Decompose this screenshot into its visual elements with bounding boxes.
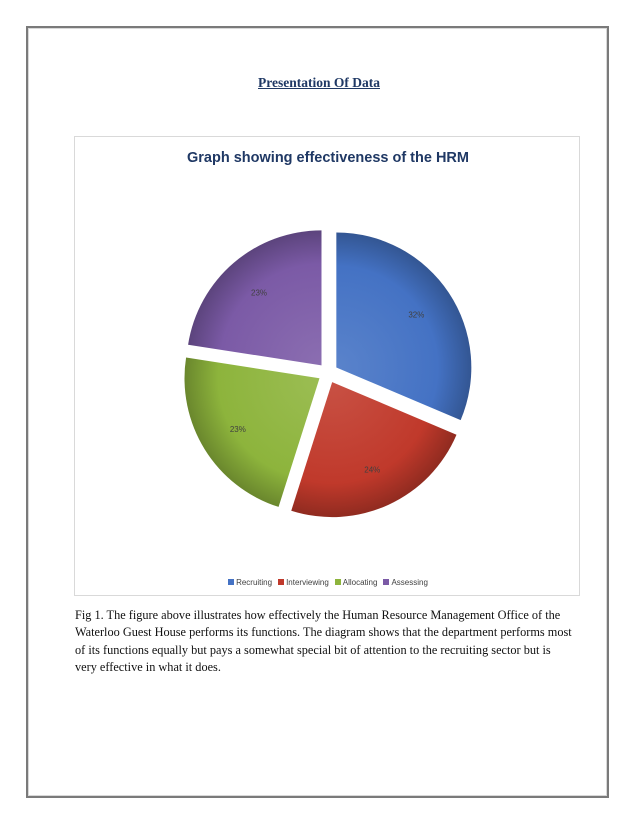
legend-label: Recruiting [236,578,273,587]
legend-swatch [383,579,389,585]
chart-legend [75,578,581,587]
legend-swatch [278,579,284,585]
legend-label: Assessing [391,578,428,587]
legend-item-interviewing [278,578,329,587]
pie-slice-assessing [188,230,321,365]
legend-swatch [228,579,234,585]
legend-label: Interviewing [286,578,329,587]
pie-chart [75,137,579,595]
pie-label-interviewing: 24% [364,465,381,475]
chart-title: Graph showing effectiveness of the HRM [187,150,469,166]
pie-label-recruiting: 32% [408,310,425,320]
chart-frame [74,136,580,596]
legend-label: Allocating [342,578,378,587]
pie-label-allocating: 23% [229,424,246,434]
legend-item-assessing [383,578,427,587]
legend-swatch [335,579,341,585]
legend-item-recruiting [228,578,272,587]
pie-slice-recruiting [336,232,471,420]
figure-caption: Fig 1. The figure above illustrates how effectively the Human Resource Management Office of the Waterloo Guest House performs its functions. The diagram shows that the department performs most of its functions equally but pays a somewhat special bit of attention to the recruiting sector but is very effective in what it does. [75,608,572,675]
page-heading: Presentation Of Data [258,75,380,90]
pie-label-assessing: 23% [251,288,268,298]
legend-item-allocating [335,578,378,587]
pie-slice-allocating [184,358,319,507]
